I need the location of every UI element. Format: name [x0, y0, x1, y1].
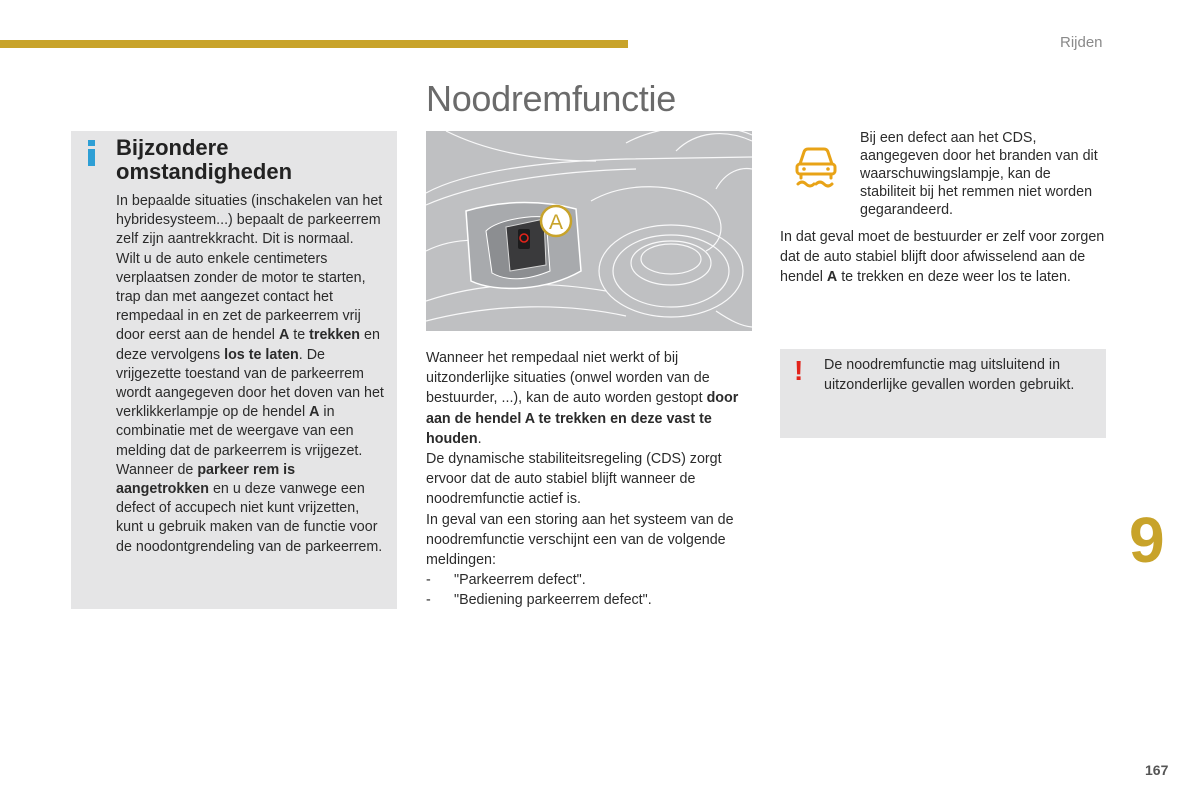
cds-warning-text: Bij een defect aan het CDS, aangegeven door het branden van dit waarschuwingslampje, kan de stabiliteit bij het remmen niet worden gegarandeerd.	[860, 130, 1098, 218]
exclamation-icon: !	[794, 355, 804, 386]
callout-label-a: A	[548, 211, 564, 234]
info-box	[71, 131, 397, 609]
section-label: Rijden	[1060, 34, 1103, 51]
header-accent-bar	[0, 40, 628, 48]
middle-paragraph: De dynamische stabiliteitsregeling (CDS) zorgt ervoor dat de auto stabiel blijft wanneer de noodremfunctie actief is.	[426, 451, 722, 508]
page-number: 167	[1145, 762, 1169, 778]
page-title: Noodremfunctie	[426, 78, 676, 119]
info-icon	[85, 137, 99, 163]
stability-control-warning-icon	[790, 140, 842, 192]
list-item: - "Parkeerrem defect".	[426, 572, 586, 589]
alert-box	[780, 349, 1106, 438]
chapter-number: 9	[1129, 504, 1165, 576]
middle-paragraph: In geval van een storing aan het systeem van de noodremfunctie verschijnt een van de volgende meldingen:	[426, 511, 734, 569]
handbrake-lever-illustration	[426, 131, 752, 331]
middle-paragraph: Wanneer het rempedaal niet werkt of bij uitzonderlijke situaties (onwel worden van de bestuurder, ...), kan de auto worden gestopt door aan de hendel A te trekken en deze vast te houden.	[426, 350, 739, 447]
driver-instruction-text: In dat geval moet de bestuurder er zelf voor zorgen dat de auto stabiel blijft door afwisselend aan de hendel A te trekken en deze weer los te laten.	[780, 229, 1105, 286]
info-box-title: Bijzondere omstandigheden	[116, 135, 293, 184]
alert-text: De noodremfunctie mag uitsluitend in uitzonderlijke gevallen worden gebruikt.	[824, 357, 1075, 393]
middle-column-text	[426, 348, 752, 611]
info-box-body: In bepaalde situaties (inschakelen van het hybridesysteem...) bepaalt de parkeerrem zelf zijn aantrekkracht. Dit is normaal. Wilt u de auto enkele centimeters verplaatsen zonder de motor te starten, trap dan met aangezet contact het rempedaal in en zet de parkeerrem vrij door eerst aan de hendel A te trekken en deze vervolgens los te laten. De vrijgezette toestand van de parkeerrem wordt aangegeven door het doven van het verklikkerlampje op de hendel A in combinatie met de weergave van een melding dat de parkeerrem is vrijgezet. Wanneer de parkeer rem is aangetrokken en u deze vanwege een defect of accupech niet kunt vrijzetten, kunt u gebruik maken van de functie voor de noodontgrendeling van de parkeerrem.	[116, 193, 384, 555]
list-item: - "Bediening parkeerrem defect".	[426, 592, 652, 609]
